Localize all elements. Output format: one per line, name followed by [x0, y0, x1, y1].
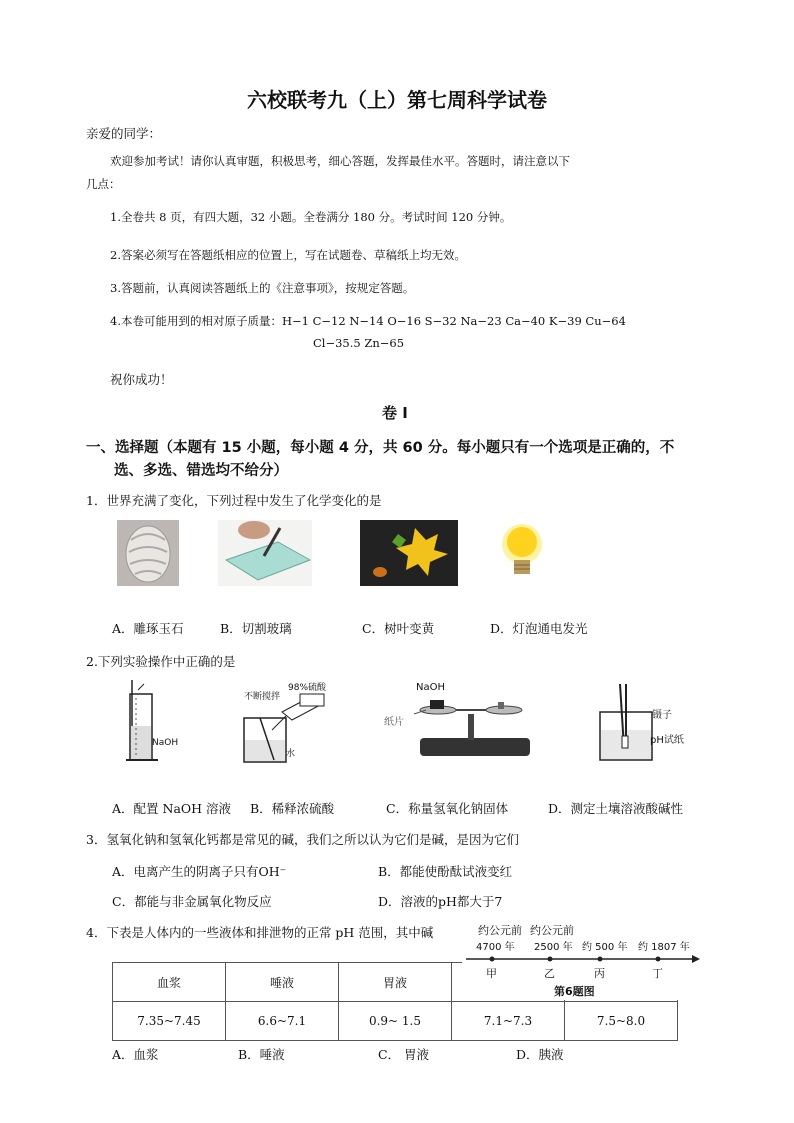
table-header-cell: 唾液 [226, 963, 339, 1002]
timeline-point-4: 丁 [652, 967, 663, 980]
acid-label: 98%硫酸 [288, 683, 327, 693]
q2-option-d: D．测定土壤溶液酸碱性 [548, 801, 684, 816]
note-4: 4.本卷可能用到的相对原子质量：H−1 C−12 N−14 O−16 S−32 Na−23 Ca−40 K−39 Cu−64 [110, 314, 626, 328]
intro-text-cont: 几点： [86, 177, 121, 191]
question-3-stem: 3．氢氧化钠和氢氧化钙都是常见的碱，我们之所以认为它们是碱，是因为它们 [86, 832, 519, 847]
timeline-year-1: 4700 年 [476, 942, 515, 953]
jade-carving-image [117, 520, 179, 586]
q3-option-d: D．溶液的pH都大于7 [378, 894, 503, 909]
q1-option-a: A．雕琢玉石 [112, 621, 184, 636]
timeline-point-3: 丙 [594, 967, 605, 980]
timeline-year-3: 约 500 年 [582, 942, 628, 953]
note-1: 1.全卷共 8 页，有四大题，32 小题。全卷满分 180 分。考试时间 120 分钟。 [110, 210, 512, 224]
timeline-year-2: 2500 年 [534, 942, 573, 953]
note-3: 3.答题前，认真阅读答题纸上的《注意事项》，按规定答题。 [110, 281, 415, 295]
table-header-cell: 胃液 [339, 963, 452, 1002]
light-bulb-image [493, 518, 551, 588]
page-title: 六校联考九（上）第七周科学试卷 [247, 88, 547, 112]
q3-option-c: C．都能与非金属氧化物反应 [112, 894, 272, 909]
table-header-cell: 血浆 [113, 963, 226, 1002]
question-2-stem: 2.下列实验操作中正确的是 [86, 654, 236, 669]
stir-label: 不断搅拌 [244, 692, 281, 702]
intro-text: 欢迎参加考试！请你认真审题，积极思考，细心答题，发挥最佳水平。答题时，请注意以下 [110, 154, 570, 168]
yellow-leaves-image [360, 520, 458, 586]
q3-option-b: B．都能使酚酞试液变红 [378, 864, 513, 879]
table-cell: 7.1~7.3 [452, 1002, 565, 1041]
wish: 祝你成功！ [110, 372, 173, 387]
table-row [113, 1002, 678, 1041]
ph-paper-label: pH试纸 [650, 735, 684, 746]
q1-option-b: B．切割玻璃 [220, 621, 292, 636]
section-heading-cont: 选、多选、错选均不给分） [114, 463, 288, 479]
tweezers-label: 镊子 [652, 710, 672, 721]
timeline-top-label-1: 约公元前 [478, 924, 522, 937]
timeline-point-2: 乙 [544, 967, 555, 980]
q4-option-a: A．血浆 [112, 1047, 159, 1062]
q1-option-c: C．树叶变黄 [362, 621, 435, 636]
question-1-stem: 1．世界充满了变化，下列过程中发生了化学变化的是 [86, 493, 382, 508]
glass-cutting-image [218, 520, 312, 586]
greeting: 亲爱的同学： [86, 126, 162, 141]
q4-option-d: D．胰液 [516, 1047, 564, 1062]
timeline-figure [462, 916, 702, 1000]
q2-option-c: C．称量氢氧化钠固体 [386, 801, 509, 816]
q4-option-b: B．唾液 [238, 1047, 285, 1062]
timeline-top-label-2: 约公元前 [530, 924, 574, 937]
q2-option-b: B．稀释浓硫酸 [250, 801, 335, 816]
q3-option-a: A．电离产生的阴离子只有OH⁻ [112, 864, 287, 879]
timeline-year-4: 约 1807 年 [638, 942, 690, 953]
note-2: 2.答案必须写在答题纸相应的位置上，写在试题卷、草稿纸上均无效。 [110, 248, 466, 262]
question-4-stem: 4．下表是人体内的一些液体和排泄物的正常 pH 范围，其中碱 [86, 925, 434, 940]
naoh-label-a: NaOH [152, 738, 179, 748]
volume-label: 卷 I [382, 404, 408, 422]
naoh-label-c: NaOH [416, 682, 445, 693]
q2-option-a: A．配置 NaOH 溶液 [112, 801, 232, 816]
table-cell: 6.6~7.1 [226, 1002, 339, 1041]
naoh-solution-diagram [118, 676, 182, 764]
note-4-cont: Cl−35.5 Zn−65 [313, 336, 405, 350]
q1-option-d: D．灯泡通电发光 [490, 621, 588, 636]
ph-test-diagram [596, 678, 658, 764]
water-label: 水 [286, 749, 296, 759]
table-cell: 7.35~7.45 [113, 1002, 226, 1041]
table-cell: 7.5~8.0 [565, 1002, 678, 1041]
timeline-point-1: 甲 [486, 967, 497, 980]
q4-option-c: C． 胃液 [378, 1047, 430, 1062]
paper-label: 纸片 [384, 717, 404, 728]
table-cell: 0.9~ 1.5 [339, 1002, 452, 1041]
timeline-caption: 第6题图 [554, 985, 595, 998]
section-heading: 一、选择题（本题有 15 小题，每小题 4 分，共 60 分。每小题只有一个选项是正确的，不 [86, 440, 675, 456]
